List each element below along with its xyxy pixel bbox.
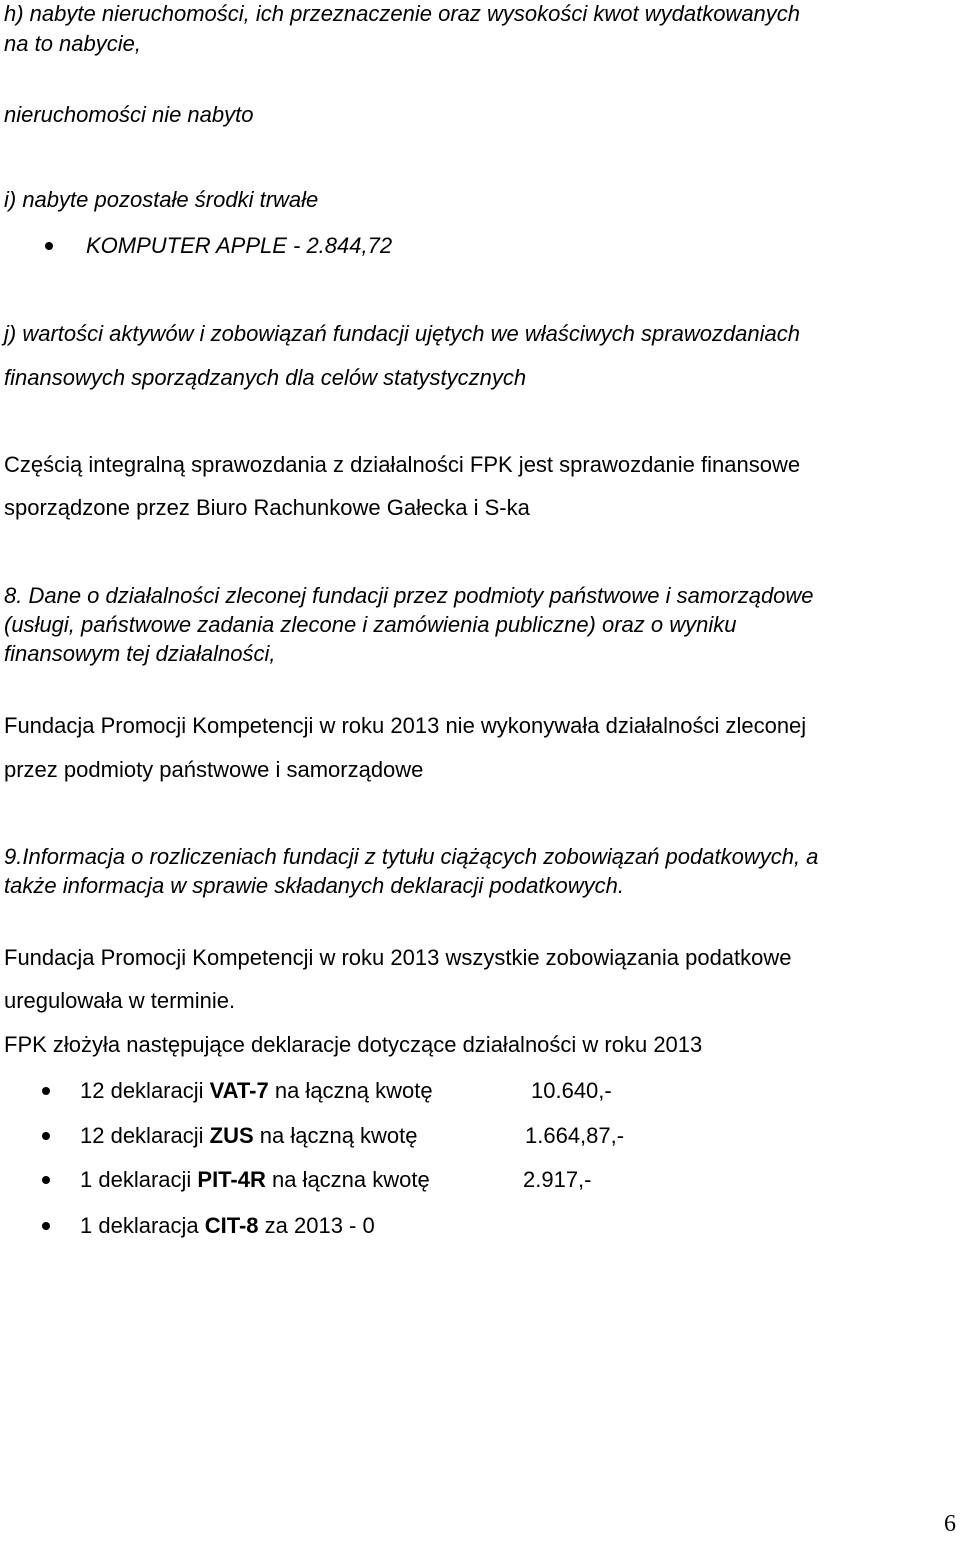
declaration-item	[80, 1077, 433, 1105]
section-8-body-line1: Fundacja Promocji Kompetencji w roku 2013 nie wykonywała działalności zleconej	[4, 713, 807, 738]
bullet-icon	[42, 1176, 50, 1184]
section-j-body-line2: sporządzone przez Biuro Rachunkowe Gałecka i S-ka	[4, 495, 530, 520]
declaration-post: na łączna kwotę	[265, 1167, 430, 1192]
section-9-heading-line1: 9.Informacja o rozliczeniach fundacji z tytułu ciążących zobowiązań podatkowych, a	[4, 844, 819, 869]
bullet-icon	[42, 1132, 50, 1140]
declaration-type: CIT-8	[204, 1213, 259, 1238]
declaration-post: na łączną kwotę	[253, 1123, 418, 1148]
section-8-heading-line3: finansowym tej działalności,	[4, 641, 276, 666]
declaration-type: PIT-4R	[197, 1167, 266, 1192]
section-j-heading-line1: j) wartości aktywów i zobowiązań fundacji ujętych we właściwych sprawozdaniach	[4, 321, 801, 346]
declaration-pre: 12 deklaracji	[80, 1123, 210, 1148]
section-8-heading-line2: (usługi, państwowe zadania zlecone i zamówienia publiczne) oraz o wyniku	[4, 612, 737, 637]
bullet-icon	[42, 1222, 50, 1230]
declaration-amount: 1.664,87,-	[525, 1123, 625, 1148]
section-i-item: KOMPUTER APPLE - 2.844,72	[86, 233, 393, 258]
declaration-type: ZUS	[209, 1123, 254, 1148]
section-9-body-line2: uregulowała w terminie.	[4, 988, 236, 1013]
declaration-post: za 2013 - 0	[258, 1213, 375, 1238]
declaration-amount: 10.640,-	[531, 1078, 612, 1103]
section-9-heading-line2: także informacja w sprawie składanych deklaracji podatkowych.	[4, 873, 624, 898]
section-h-heading-line1: h) nabyte nieruchomości, ich przeznaczenie oraz wysokości kwot wydatkowanych	[4, 1, 801, 26]
section-8-body-line2: przez podmioty państwowe i samorządowe	[4, 757, 424, 782]
declaration-pre: 1 deklaracji	[80, 1167, 198, 1192]
declaration-item	[80, 1166, 430, 1194]
declaration-item	[80, 1212, 375, 1240]
declaration-type: VAT-7	[209, 1078, 269, 1103]
section-9-body-line1: Fundacja Promocji Kompetencji w roku 2013 wszystkie zobowiązania podatkowe	[4, 945, 792, 970]
declaration-pre: 1 deklaracja	[80, 1213, 205, 1238]
declaration-pre: 12 deklaracji	[80, 1078, 210, 1103]
section-9-declarations-intro: FPK złożyła następujące deklaracje dotyczące działalności w roku 2013	[4, 1032, 703, 1057]
section-j-body-line1: Częścią integralną sprawozdania z działalności FPK jest sprawozdanie finansowe	[4, 452, 801, 477]
page-number: 6	[944, 1511, 956, 1537]
declaration-item	[80, 1122, 418, 1150]
section-8-heading-line1: 8. Dane o działalności zleconej fundacji przez podmioty państwowe i samorządowe	[4, 583, 814, 608]
section-h-heading-line2: na to nabycie,	[4, 31, 141, 56]
declaration-amount: 2.917,-	[523, 1167, 592, 1192]
bullet-icon	[42, 1087, 50, 1095]
section-i-heading: i) nabyte pozostałe środki trwałe	[4, 187, 319, 212]
section-j-heading-line2: finansowych sporządzanych dla celów statystycznych	[4, 365, 527, 390]
bullet-icon	[45, 242, 53, 250]
declaration-post: na łączną kwotę	[268, 1078, 433, 1103]
section-h-answer: nieruchomości nie nabyto	[4, 102, 254, 127]
